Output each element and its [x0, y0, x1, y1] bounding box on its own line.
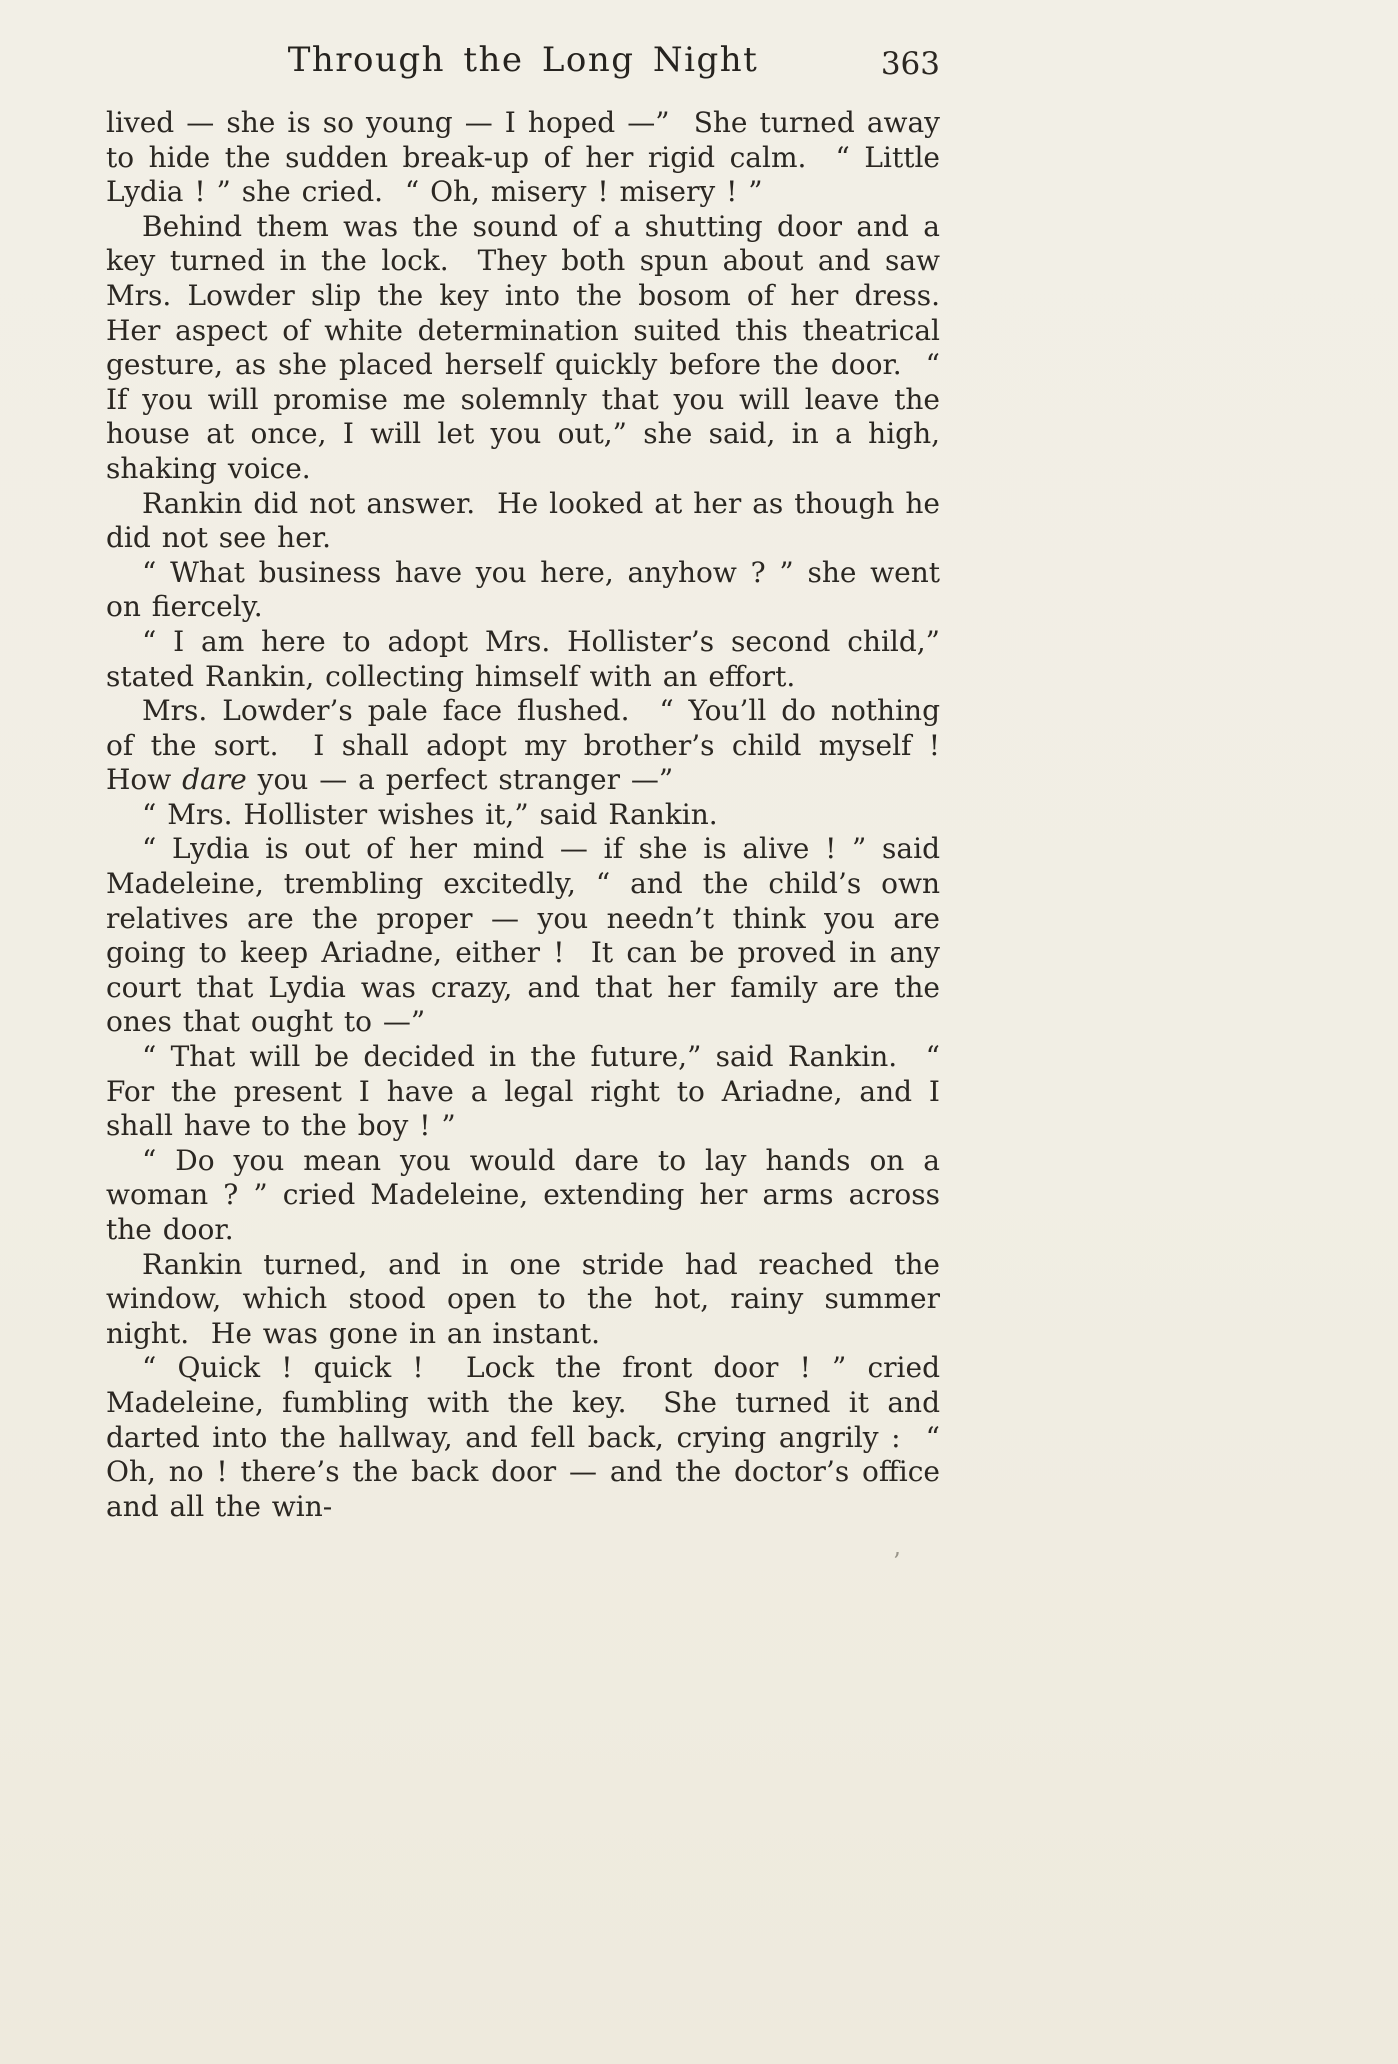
- paragraph: [106, 209, 962, 487]
- paragraph: [106, 1040, 951, 1144]
- text-run: “ Do you mean you would dare to lay hands on a woman ? ” cried Madeleine, extending her arms across the door.: [106, 1143, 951, 1246]
- scan-artifact-mark: ’: [893, 1548, 901, 1576]
- paragraph: [106, 1351, 951, 1524]
- paragraph: [106, 486, 951, 556]
- paragraph: [106, 106, 951, 210]
- running-head-title: Through the Long Night: [287, 40, 759, 80]
- paragraph: [106, 694, 962, 798]
- page-number: 363: [880, 46, 940, 82]
- paragraph: [106, 1143, 951, 1248]
- paragraph: [106, 798, 940, 833]
- italic-text-run: dare: [182, 763, 247, 797]
- text-run: Rankin turned, and in one stride had reached the window, which stood open to the hot, rainy summer night. He was gone in an instant.: [106, 1247, 951, 1350]
- paragraph: [106, 555, 951, 625]
- text-run: “ Mrs. Hollister wishes it,” said Rankin.: [142, 797, 718, 831]
- text-run: “ That will be decided in the future,” said Rankin. “ For the present I have a legal right to Ariadne, and I shall have to the boy ! ”: [106, 1040, 951, 1143]
- text-run: “ I am here to adopt Mrs. Hollister’s second child,” stated Rankin, collecting himself with an effort.: [106, 624, 951, 693]
- text-run: you — a perfect stranger —”: [246, 763, 674, 797]
- text-run: Behind them was the sound of a shutting door and a key turned in the lock. They both spun about and saw Mrs. Lowder slip the key into the bosom of her dress. Her aspect of white determination suited this theatrical gesture, as she placed herself quickly before the door. “ If you will promise me solemnly that you will leave the house at once, I will let you out,” she said, in a high, shaking voice.: [106, 209, 962, 485]
- text-run: Mrs. Lowder’s pale face flushed. “ You’ll do nothing of the sort. I shall adopt my brother’s child myself ! How: [106, 694, 962, 797]
- paragraph: [106, 832, 951, 1040]
- page-content: [106, 34, 962, 1524]
- text-run: “ What business have you here, anyhow ? ” she went on fiercely.: [106, 555, 951, 624]
- paragraph: [106, 1247, 951, 1352]
- text-run: “ Quick ! quick ! Lock the front door ! ” cried Madeleine, fumbling with the key. She turned it and darted into the hallway, and fell back, crying angrily : “ Oh, no ! there’s the back door — and the doctor’s office and all the win-: [106, 1351, 951, 1523]
- page-body: [106, 106, 962, 1524]
- text-run: “ Lydia is out of her mind — if she is alive ! ” said Madeleine, trembling excitedly, “ and the child’s own relatives are the proper — you needn’t think you are going to keep Ariadne, either ! It can be proved in any court that Lydia was crazy, and that her family are the ones that ought to —”: [106, 832, 951, 1039]
- paragraph: [106, 624, 951, 694]
- text-run: Rankin did not answer. He looked at her as though he did not see her.: [106, 486, 951, 555]
- text-run: lived — she is so young — I hoped —” She turned away to hide the sudden break-up of her rigid calm. “ Little Lydia ! ” she cried. “ Oh, misery ! misery ! ”: [106, 106, 951, 209]
- page-header: [106, 34, 940, 98]
